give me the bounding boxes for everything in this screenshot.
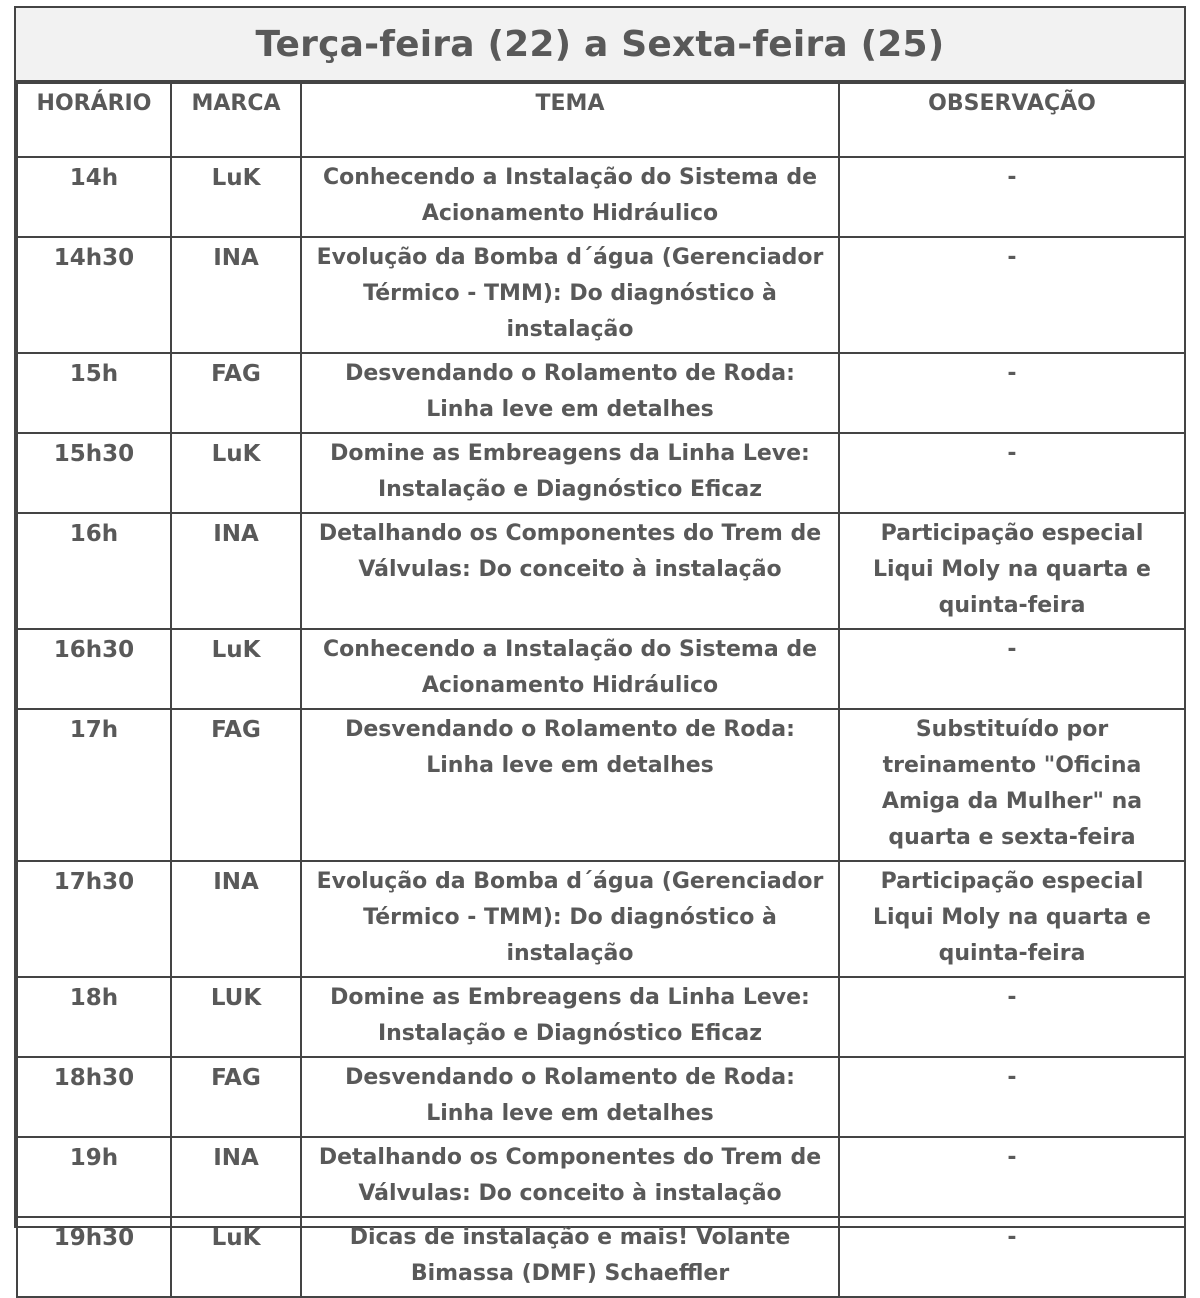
cell-theme: Conhecendo a Instalação do Sistema de Acionamento Hidráulico [301, 157, 839, 237]
cell-theme: Desvendando o Rolamento de Roda: Linha leve em detalhes [301, 1057, 839, 1137]
cell-time: 18h30 [17, 1057, 171, 1137]
table-row [17, 1217, 1185, 1297]
header-row [17, 83, 1185, 157]
cell-brand: LuK [171, 157, 301, 237]
cell-time: 18h [17, 977, 171, 1057]
cell-theme: Dicas de instalação e mais! Volante Bimassa (DMF) Schaeffler [301, 1217, 839, 1297]
table-row [17, 353, 1185, 433]
cell-brand: INA [171, 1137, 301, 1217]
cell-note: - [839, 1137, 1185, 1217]
cell-note: Participação especial Liqui Moly na quarta e quinta-feira [839, 861, 1185, 977]
cell-time: 15h30 [17, 433, 171, 513]
cell-time: 17h [17, 709, 171, 861]
table-row [17, 861, 1185, 977]
cell-theme: Domine as Embreagens da Linha Leve: Instalação e Diagnóstico Eficaz [301, 977, 839, 1057]
cell-theme: Detalhando os Componentes do Trem de Válvulas: Do conceito à instalação [301, 513, 839, 629]
cell-note: Substituído por treinamento "Oficina Amiga da Mulher" na quarta e sexta-feira [839, 709, 1185, 861]
cell-time: 15h [17, 353, 171, 433]
table-row [17, 1057, 1185, 1137]
cell-theme: Evolução da Bomba d´água (Gerenciador Térmico - TMM): Do diagnóstico à instalação [301, 861, 839, 977]
table-row [17, 513, 1185, 629]
cell-brand: FAG [171, 709, 301, 861]
cell-note: Participação especial Liqui Moly na quarta e quinta-feira [839, 513, 1185, 629]
schedule-title: Terça-feira (22) a Sexta-feira (25) [255, 23, 945, 65]
cell-note: - [839, 629, 1185, 709]
cell-brand: LuK [171, 1217, 301, 1297]
cell-note: - [839, 1217, 1185, 1297]
cell-theme: Domine as Embreagens da Linha Leve: Instalação e Diagnóstico Eficaz [301, 433, 839, 513]
table-row [17, 1137, 1185, 1217]
table-row [17, 237, 1185, 353]
header-note: OBSERVAÇÃO [839, 83, 1185, 157]
cell-note: - [839, 237, 1185, 353]
cell-theme: Desvendando o Rolamento de Roda: Linha leve em detalhes [301, 709, 839, 861]
cell-time: 16h30 [17, 629, 171, 709]
cell-brand: FAG [171, 353, 301, 433]
cell-time: 19h [17, 1137, 171, 1217]
table-row [17, 629, 1185, 709]
cell-brand: FAG [171, 1057, 301, 1137]
cell-note: - [839, 977, 1185, 1057]
cell-note: - [839, 157, 1185, 237]
cell-brand: LUK [171, 977, 301, 1057]
cell-brand: LuK [171, 433, 301, 513]
table-row [17, 709, 1185, 861]
schedule-title-band [16, 8, 1184, 82]
cell-time: 14h30 [17, 237, 171, 353]
cell-note: - [839, 433, 1185, 513]
cell-brand: INA [171, 513, 301, 629]
cell-note: - [839, 1057, 1185, 1137]
header-time: HORÁRIO [17, 83, 171, 157]
table-row [17, 157, 1185, 237]
cell-theme: Conhecendo a Instalação do Sistema de Acionamento Hidráulico [301, 629, 839, 709]
cell-time: 17h30 [17, 861, 171, 977]
schedule-table [16, 82, 1186, 1298]
cell-brand: LuK [171, 629, 301, 709]
cell-theme: Desvendando o Rolamento de Roda: Linha leve em detalhes [301, 353, 839, 433]
cell-time: 16h [17, 513, 171, 629]
cell-time: 19h30 [17, 1217, 171, 1297]
cell-note: - [839, 353, 1185, 433]
header-brand: MARCA [171, 83, 301, 157]
cell-theme: Detalhando os Componentes do Trem de Válvulas: Do conceito à instalação [301, 1137, 839, 1217]
cell-time: 14h [17, 157, 171, 237]
header-theme: TEMA [301, 83, 839, 157]
table-row [17, 977, 1185, 1057]
cell-brand: INA [171, 861, 301, 977]
table-row [17, 433, 1185, 513]
cell-theme: Evolução da Bomba d´água (Gerenciador Térmico - TMM): Do diagnóstico à instalação [301, 237, 839, 353]
cell-brand: INA [171, 237, 301, 353]
